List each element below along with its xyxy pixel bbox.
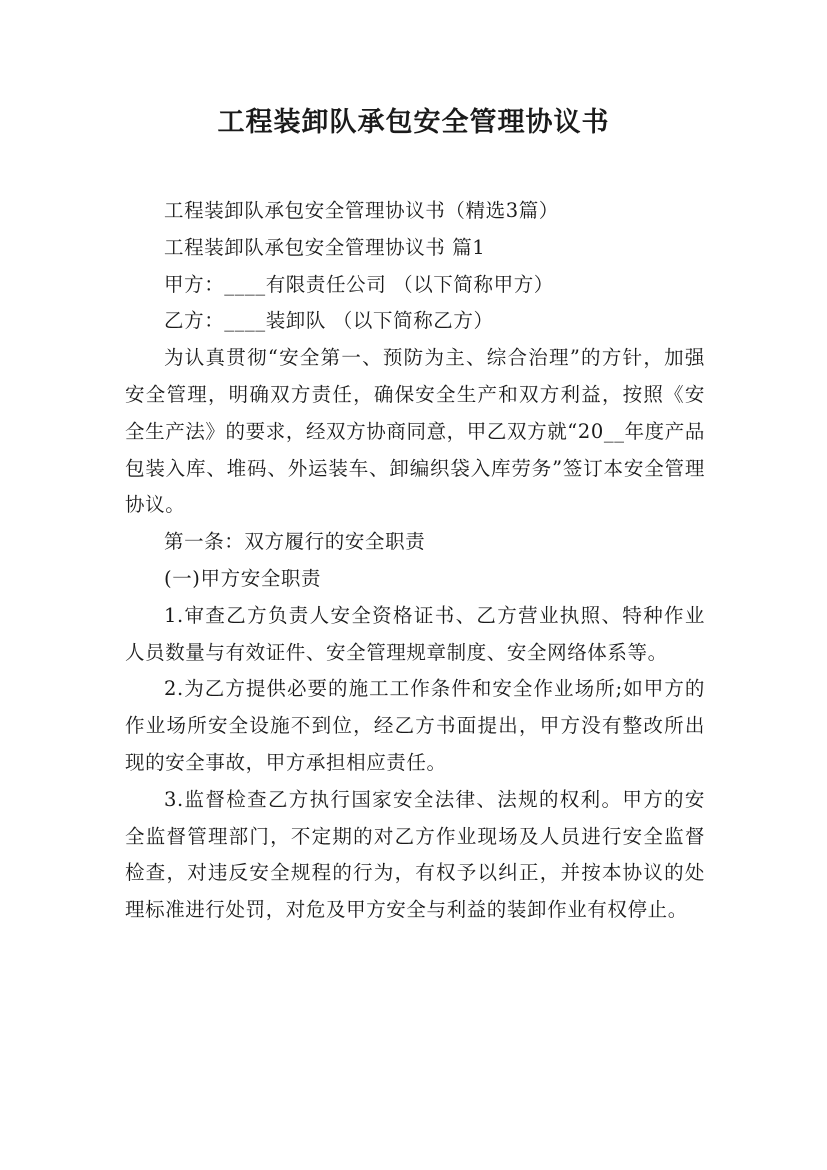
document-body xyxy=(125,193,705,929)
subsection-heading: (一)甲方安全职责 xyxy=(164,566,322,590)
subtitle-selection: 工程装卸队承包安全管理协议书（精选3篇） xyxy=(164,199,559,222)
preamble-paragraph: 为认真贯彻“安全第一、预防为主、综合治理”的方针，加强安全管理，明确双方责任，确保安全生产和双方利益，按照《安全生产法》的要求，经双方协商同意，甲乙双方就“20__年度产品包装入库、堆码、外运装车、卸编织袋入库劳务”签订本安全管理协议。 xyxy=(125,346,705,517)
article-heading: 工程装卸队承包安全管理协议书 篇1 xyxy=(164,235,486,259)
clause-1: 1.审查乙方负责人安全资格证书、乙方营业执照、特种作业人员数量与有效证件、安全管理规章制度、安全网络体系等。 xyxy=(125,603,705,664)
document-title: 工程装卸队承包安全管理协议书 xyxy=(217,107,610,138)
party-a-line: 甲方：____有限责任公司 （以下简称甲方） xyxy=(164,272,554,296)
clause-2: 2.为乙方提供必要的施工工作条件和安全作业场所;如甲方的作业场所安全设施不到位，经乙方书面提出，甲方没有整改所出现的安全事故，甲方承担相应责任。 xyxy=(125,677,705,774)
party-b-line: 乙方：____装卸队 （以下简称乙方） xyxy=(164,309,494,333)
section-heading: 第一条：双方履行的安全职责 xyxy=(164,530,426,554)
clause-3: 3.监督检查乙方执行国家安全法律、法规的权利。甲方的安全监督管理部门，不定期的对乙方作业现场及人员进行安全监督检查，对违反安全规程的行为，有权予以纠正，并按本协议的处理标准进行处罚，对危及甲方安全与利益的装卸作业有权停止。 xyxy=(125,787,705,922)
